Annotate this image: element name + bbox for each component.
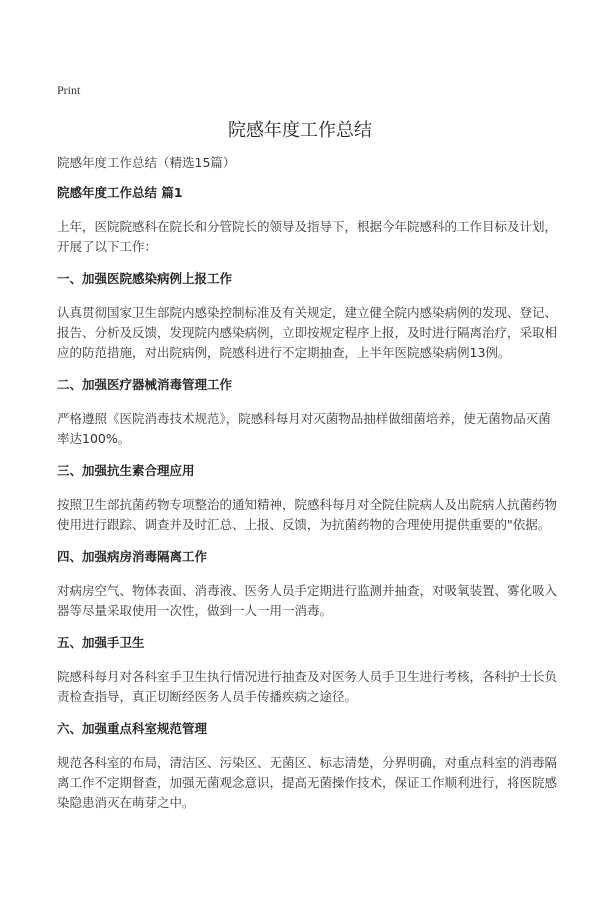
section-heading: 二、加强医疗器械消毒管理工作: [57, 377, 233, 392]
section-heading: 五、加强手卫生: [57, 635, 145, 650]
section-heading: 院感年度工作总结 篇1: [57, 185, 183, 200]
section-paragraph: 规范各科室的布局，清洁区、污染区、无菌区、标志清楚，分界明确，对重点科室的消毒隔离工作不定期督查，加强无菌观念意识，提高无菌操作技术，保证工作顺利进行，将医院感染隐患消灭在萌芽之中。: [57, 755, 558, 810]
section-paragraph: 院感科每月对各科室手卫生执行情况进行抽查及对医务人员手卫生进行考核，各科护士长负责检查指导，真正切断经医务人员手传播疾病之途径。: [57, 669, 558, 704]
section-5: [57, 547, 562, 621]
section-7: [57, 719, 562, 813]
print-label[interactable]: Print: [57, 83, 81, 97]
section-2: [57, 269, 562, 363]
section-4: [57, 461, 562, 535]
section-3: [57, 375, 562, 449]
section-paragraph: 严格遵照《医院消毒技术规范》，院感科每月对灭菌物品抽样做细菌培养，使无菌物品灭菌率达100%。: [57, 411, 551, 446]
section-heading: 四、加强病房消毒隔离工作: [57, 549, 208, 564]
document-title: 院感年度工作总结: [228, 120, 372, 141]
document-body: [57, 183, 562, 825]
section-heading: 三、加强抗生素合理应用: [57, 463, 195, 478]
section-heading: 一、加强医院感染病例上报工作: [57, 271, 233, 286]
section-paragraph: 按照卫生部抗菌药物专项整治的通知精神，院感科每月对全院住院病人及出院病人抗菌药物使用进行跟踪、调查并及时汇总、上报、反馈，为抗菌药物的合理使用提供重要的"依据。: [57, 497, 558, 532]
document-subtitle: 院感年度工作总结（精选15篇）: [57, 155, 236, 170]
section-heading: 六、加强重点科室规范管理: [57, 721, 208, 736]
section-paragraph: 对病房空气、物体表面、消毒液、医务人员手定期进行监测并抽查，对吸氧装置、雾化吸入器等尽量采取使用一次性，做到一人一用一消毒。: [57, 583, 558, 618]
section-1: [57, 183, 562, 257]
section-paragraph: 上年，医院院感科在院长和分管院长的领导及指导下，根据今年院感科的工作目标及计划，开展了以下工作：: [57, 219, 558, 254]
section-6: [57, 633, 562, 707]
section-paragraph: 认真贯彻国家卫生部院内感染控制标准及有关规定，建立健全院内感染病例的发现、登记、报告、分析及反馈，发现院内感染病例，立即按规定程序上报，及时进行隔离治疗，采取相应的防范措施，对出院病例，院感科进行不定期抽查，上半年医院感染病例13例。: [57, 305, 558, 360]
